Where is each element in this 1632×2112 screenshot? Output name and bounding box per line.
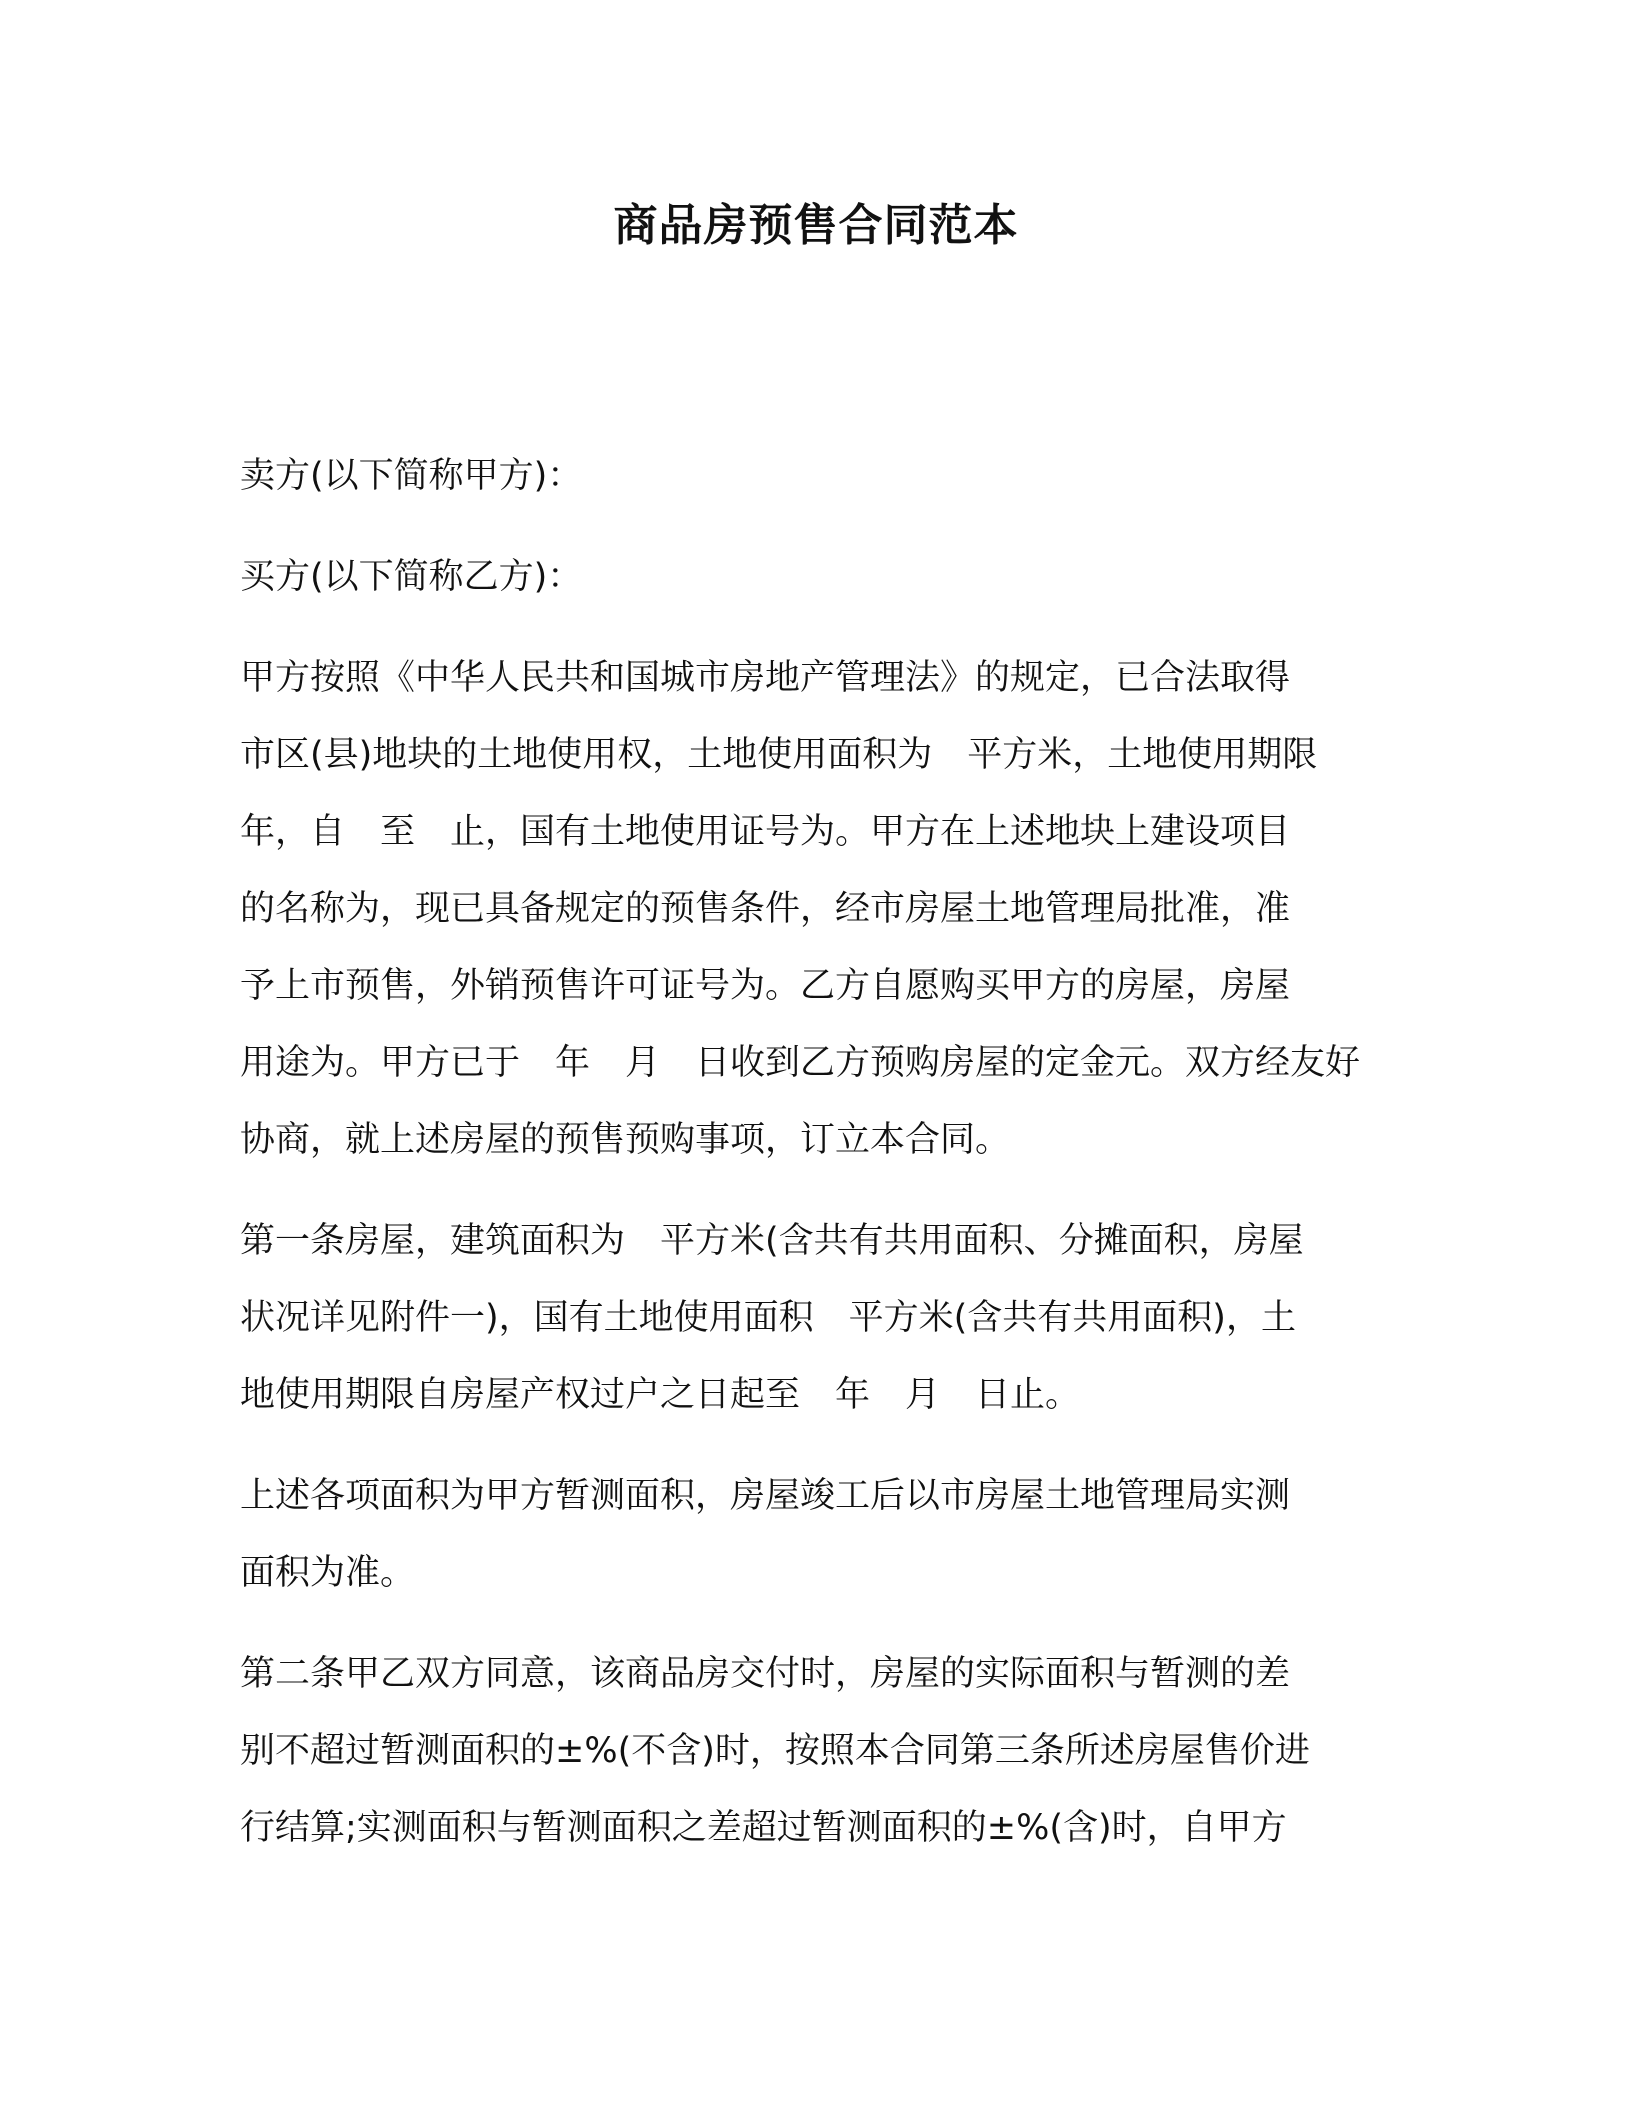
text-line: 买方(以下简称乙方)： — [240, 557, 583, 597]
text-line: 行结算;实测面积与暂测面积之差超过暂测面积的±%(含)时，自甲方 — [240, 1808, 1287, 1848]
article-2-paragraph — [240, 1636, 1400, 1867]
text-line: 第二条甲乙双方同意，该商品房交付时，房屋的实际面积与暂测的差 — [240, 1654, 1291, 1694]
text-line: 用途为。甲方已于 年 月 日收到乙方预购房屋的定金元。双方经友好 — [240, 1043, 1361, 1083]
text-line: 第一条房屋，建筑面积为 平方米(含共有共用面积、分摊面积，房屋 — [240, 1221, 1304, 1261]
preamble-paragraph — [240, 640, 1400, 1179]
text-line: 甲方按照《中华人民共和国城市房地产管理法》的规定，已合法取得 — [240, 658, 1291, 698]
text-line: 地使用期限自房屋产权过户之日起至 年 月 日止。 — [240, 1375, 1081, 1415]
buyer-line — [240, 539, 1400, 616]
text-line: 状况详见附件一)，国有土地使用面积 平方米(含共有共用面积)，土 — [240, 1298, 1296, 1338]
text-line: 市区(县)地块的土地使用权，土地使用面积为 平方米，土地使用期限 — [240, 735, 1318, 775]
text-line: 的名称为，现已具备规定的预售条件，经市房屋土地管理局批准，准 — [240, 889, 1291, 929]
area-note-paragraph — [240, 1458, 1400, 1612]
text-line: 予上市预售，外销预售许可证号为。乙方自愿购买甲方的房屋，房屋 — [240, 966, 1291, 1006]
document-title: 商品房预售合同范本 — [613, 200, 1019, 251]
text-line: 卖方(以下简称甲方)： — [240, 456, 583, 496]
text-line: 年，自 至 止，国有土地使用证号为。甲方在上述地块上建设项目 — [240, 812, 1291, 852]
article-1-paragraph — [240, 1203, 1400, 1434]
text-line: 别不超过暂测面积的±%(不含)时，按照本合同第三条所述房屋售价进 — [240, 1731, 1310, 1771]
text-line: 上述各项面积为甲方暂测面积，房屋竣工后以市房屋土地管理局实测 — [240, 1476, 1291, 1516]
text-line: 面积为准。 — [240, 1553, 416, 1593]
seller-line — [240, 438, 1400, 515]
document-body — [240, 438, 1400, 1891]
text-line: 协商，就上述房屋的预售预购事项，订立本合同。 — [240, 1120, 1011, 1160]
